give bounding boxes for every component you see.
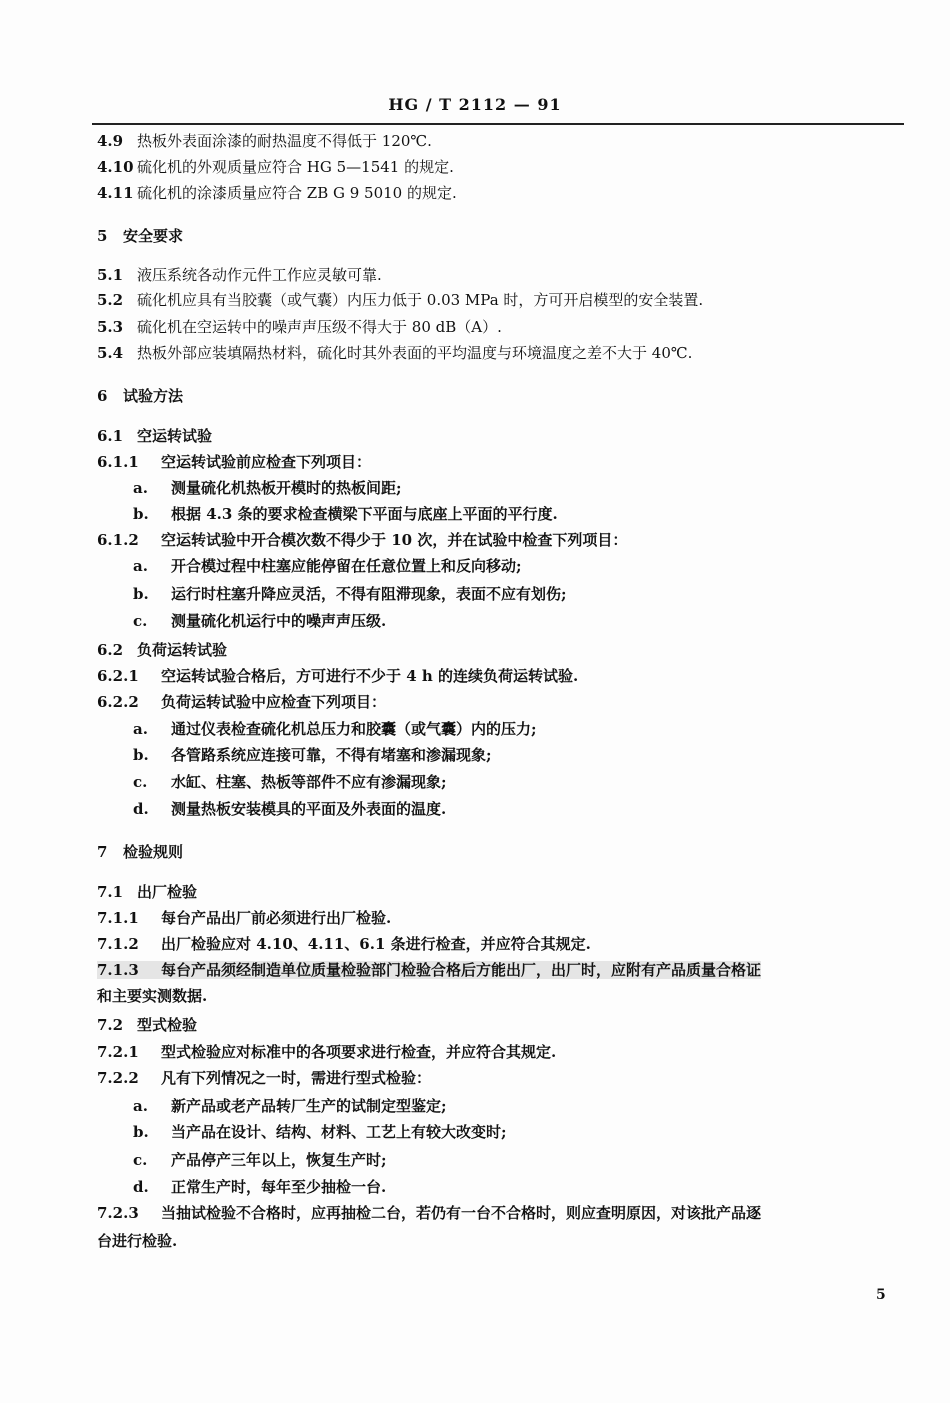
list-item [133, 557, 522, 575]
clause-text: 每台产品须经制造单位质量检验部门检验合格后方能出厂，出厂时，应附有产品质量合格证 [161, 961, 762, 979]
list-item [133, 746, 492, 764]
clause-text: 硫化机的涂漆质量应符合 ZB G 9 5010 的规定. [137, 184, 457, 202]
clause-6-2-2 [97, 693, 386, 711]
item-letter: a. [133, 1097, 148, 1115]
section-title: 安全要求 [123, 227, 184, 245]
clause-7-2-1 [97, 1043, 556, 1061]
item-text: 测量硫化机热板开模时的热板间距; [171, 479, 402, 497]
item-text: 新产品或老产品转厂生产的试制定型鉴定; [171, 1097, 447, 1115]
clause-7-1-1 [97, 909, 391, 927]
item-text: 各管路系统应连接可靠，不得有堵塞和渗漏现象; [171, 746, 492, 764]
clause-title: 出厂检验 [137, 883, 198, 901]
clause-number: 7.2 [97, 1016, 124, 1034]
clause-text: 每台产品出厂前必须进行出厂检验. [161, 909, 392, 927]
section-5-heading [97, 227, 183, 245]
section-number: 5 [97, 227, 108, 245]
section-number: 7 [97, 843, 108, 861]
section-title: 试验方法 [123, 387, 184, 405]
item-letter: d. [133, 800, 149, 818]
item-letter: c. [133, 612, 148, 630]
clause-text: 台进行检验. [97, 1232, 178, 1250]
item-letter: c. [133, 1151, 148, 1169]
standard-header: HG / T 2112 — 91 [388, 95, 562, 114]
item-letter: a. [133, 720, 148, 738]
clause-7-1-3-continued [97, 987, 207, 1005]
clause-4-11 [97, 184, 457, 202]
clause-number: 7.1.2 [97, 935, 139, 953]
clause-number: 6.2 [97, 641, 124, 659]
item-text: 产品停产三年以上，恢复生产时; [171, 1151, 387, 1169]
clause-6-1 [97, 427, 212, 445]
clause-7-1-2 [97, 935, 591, 953]
item-letter: a. [133, 479, 148, 497]
clause-number: 5.3 [97, 318, 124, 336]
clause-title: 空运转试验 [137, 427, 213, 445]
clause-text: 空运转试验前应检查下列项目： [161, 453, 372, 471]
item-text: 开合模过程中柱塞应能停留在任意位置上和反向移动; [171, 557, 522, 575]
clause-number: 6.2.1 [97, 667, 139, 685]
clause-number: 6.2.2 [97, 693, 139, 711]
clause-title: 负荷运转试验 [137, 641, 228, 659]
clause-6-2-1 [97, 667, 578, 685]
clause-number: 4.11 [97, 184, 134, 202]
clause-5-3 [97, 318, 502, 336]
section-7-heading [97, 843, 183, 861]
item-letter: b. [133, 505, 149, 523]
clause-number: 6.1 [97, 427, 124, 445]
item-text: 测量硫化机运行中的噪声声压级. [171, 612, 387, 630]
clause-number: 7.2.2 [97, 1069, 139, 1087]
item-text: 运行时柱塞升降应灵活，不得有阻滞现象，表面不应有划伤; [171, 585, 567, 603]
item-letter: b. [133, 746, 149, 764]
clause-text: 空运转试验合格后，方可进行不少于 4 h 的连续负荷运转试验. [161, 667, 579, 685]
clause-6-1-2 [97, 531, 627, 549]
clause-7-2-2 [97, 1069, 431, 1087]
clause-6-1-1 [97, 453, 371, 471]
clause-text: 空运转试验中开合模次数不得少于 10 次，并在试验中检查下列项目： [161, 531, 628, 549]
clause-number: 6.1.1 [97, 453, 139, 471]
item-text: 通过仪表检查硫化机总压力和胶囊（或气囊）内的压力; [171, 720, 537, 738]
item-text: 正常生产时，每年至少抽检一台. [171, 1178, 387, 1196]
clause-text: 液压系统各动作元件工作应灵敏可靠. [137, 266, 382, 284]
list-item [133, 1097, 447, 1115]
section-6-heading [97, 387, 183, 405]
clause-text: 硫化机应具有当胶囊（或气囊）内压力低于 0.03 MPa 时，方可开启模型的安全装置. [137, 291, 704, 309]
clause-5-2 [97, 291, 703, 309]
item-letter: d. [133, 1178, 149, 1196]
item-text: 水缸、柱塞、热板等部件不应有渗漏现象; [171, 773, 447, 791]
item-letter: b. [133, 1123, 149, 1141]
page-number: 5 [876, 1287, 886, 1303]
clause-text: 负荷运转试验中应检查下列项目： [161, 693, 387, 711]
item-letter: a. [133, 557, 148, 575]
clause-6-2 [97, 641, 227, 659]
clause-7-2-3-continued [97, 1232, 177, 1250]
item-text: 测量热板安装模具的平面及外表面的温度. [171, 800, 447, 818]
clause-text: 凡有下列情况之一时，需进行型式检验： [161, 1069, 432, 1087]
clause-text: 硫化机在空运转中的噪声声压级不得大于 80 dB（A）. [137, 318, 502, 336]
list-item [133, 612, 386, 630]
clause-7-1 [97, 883, 197, 901]
clause-number: 5.4 [97, 344, 124, 362]
clause-7-1-3 [97, 961, 761, 979]
clause-text: 热板外部应装填隔热材料，硫化时其外表面的平均温度与环境温度之差不大于 40℃. [137, 344, 693, 362]
clause-number: 5.2 [97, 291, 124, 309]
clause-text: 出厂检验应对 4.10、4.11、6.1 条进行检查，并应符合其规定. [161, 935, 591, 953]
clause-number: 7.2.3 [97, 1204, 139, 1222]
clause-number: 4.10 [97, 158, 134, 176]
clause-5-4 [97, 344, 692, 362]
clause-7-2-3 [97, 1204, 761, 1222]
section-number: 6 [97, 387, 108, 405]
clause-4-10 [97, 158, 454, 176]
clause-text: 和主要实测数据. [97, 987, 208, 1005]
clause-number: 7.1.1 [97, 909, 139, 927]
clause-text: 当抽试检验不合格时，应再抽检二台，若仍有一台不合格时，则应查明原因，对该批产品逐 [161, 1204, 762, 1222]
clause-text: 型式检验应对标准中的各项要求进行检查，并应符合其规定. [161, 1043, 557, 1061]
section-title: 检验规则 [123, 843, 184, 861]
clause-number: 5.1 [97, 266, 124, 284]
list-item [133, 720, 537, 738]
list-item [133, 773, 447, 791]
header-rule [92, 123, 904, 125]
clause-text: 硫化机的外观质量应符合 HG 5—1541 的规定. [137, 158, 454, 176]
clause-number: 7.1 [97, 883, 124, 901]
clause-number: 7.1.3 [97, 961, 139, 979]
clause-4-9 [97, 132, 432, 150]
clause-text: 热板外表面涂漆的耐热温度不得低于 120℃. [137, 132, 432, 150]
list-item [133, 479, 402, 497]
clause-number: 6.1.2 [97, 531, 139, 549]
item-text: 当产品在设计、结构、材料、工艺上有较大改变时; [171, 1123, 507, 1141]
clause-title: 型式检验 [137, 1016, 198, 1034]
clause-7-2 [97, 1016, 197, 1034]
list-item [133, 1123, 507, 1141]
clause-number: 4.9 [97, 132, 124, 150]
item-letter: c. [133, 773, 148, 791]
clause-number: 7.2.1 [97, 1043, 139, 1061]
list-item [133, 505, 558, 523]
item-letter: b. [133, 585, 149, 603]
list-item [133, 1151, 387, 1169]
item-text: 根据 4.3 条的要求检查横梁下平面与底座上平面的平行度. [171, 505, 558, 523]
list-item [133, 800, 446, 818]
clause-5-1 [97, 266, 382, 284]
list-item [133, 585, 567, 603]
list-item [133, 1178, 386, 1196]
